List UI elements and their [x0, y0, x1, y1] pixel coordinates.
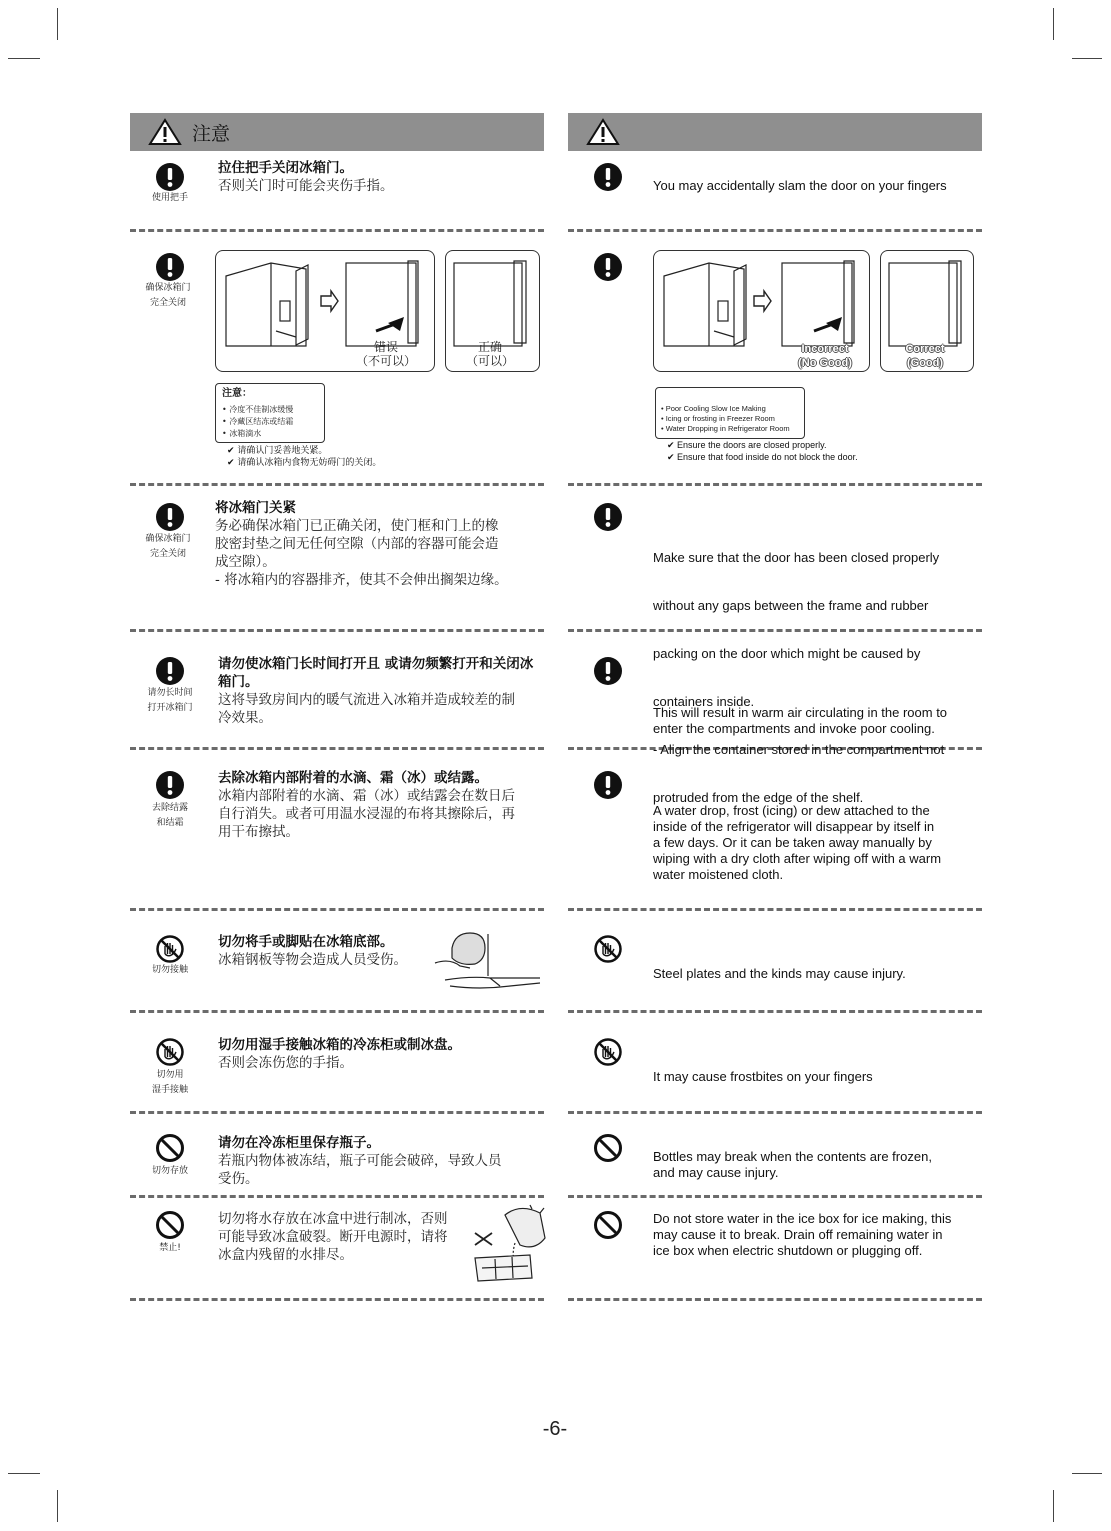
note-items: • Poor Cooling Slow Ice Making • Icing or frosting in Freezer Room • Water Dropping in Refrigerator Room: [661, 404, 790, 433]
exclamation-icon: [593, 656, 623, 686]
note-title: 注意：: [222, 388, 252, 399]
caution-title: 注意: [192, 123, 231, 145]
divider: [130, 629, 544, 632]
en-text: Bottles may break when the contents are frozen, and may cause injury.: [653, 1149, 932, 1180]
en-text: You may accidentally slam the door on your fingers: [653, 178, 947, 193]
page-number: -6-: [542, 1418, 568, 1440]
check-icon: ✔: [667, 440, 678, 450]
prohibited-icon: [155, 1210, 185, 1240]
divider: [130, 747, 544, 750]
warning-triangle-icon: [586, 118, 620, 146]
crop-mark: [1053, 8, 1054, 40]
exclamation-icon: [155, 656, 185, 686]
icon-caption: 请勿长时间 打开冰箱门: [147, 688, 193, 713]
divider: [568, 483, 982, 486]
zh-checklist: ✔ 请确认门妥善地关紧。 ✔ 请确认冰箱内食物无妨碍门的关闭。: [227, 446, 382, 468]
divider: [568, 1010, 982, 1013]
exclamation-icon: [155, 770, 185, 800]
crop-mark: [1072, 1473, 1102, 1474]
divider: [130, 1195, 544, 1198]
exclamation-icon: [593, 162, 623, 192]
icon-caption: 使用把手: [151, 193, 188, 203]
hand-under-fridge-illustration: [430, 928, 545, 1003]
warning-triangle-icon: [148, 118, 182, 146]
check-icon: ✔: [667, 452, 678, 462]
zh-text: 拉住把手关闭冰箱门。 否则关门时可能会夹伤手指。: [218, 160, 394, 194]
no-touch-icon: [593, 934, 623, 964]
divider: [130, 1111, 544, 1114]
prohibited-icon: [155, 1133, 185, 1163]
en-text: This will result in warm air circulating in the room to enter the compartments and invoke poor cooling.: [653, 705, 948, 736]
zh-text: 切勿用湿手接触冰箱的冷冻柜或制冰盘。 否则会冻伤您的手指。: [218, 1037, 461, 1071]
divider: [568, 1111, 982, 1114]
icon-caption: 去除结露 和结霜: [151, 803, 188, 828]
en-text: A water drop, frost (icing) or dew attached to the inside of the refrigerator will disappear by itself in a few days. Or it can be taken away manually by wiping with a dry cloth after wiping off with a warm water moistened cloth.: [653, 803, 942, 882]
divider: [130, 908, 544, 911]
crop-mark: [57, 8, 58, 40]
divider: [568, 1195, 982, 1198]
exclamation-icon: [593, 502, 623, 532]
icon-caption: 切勿接触: [151, 965, 188, 975]
exclamation-icon: [155, 252, 185, 282]
icon-caption: 确保冰箱门 完全关闭: [145, 534, 191, 559]
divider: [130, 1010, 544, 1013]
ice-tray-pouring-illustration: [470, 1203, 550, 1288]
prohibited-icon: [593, 1210, 623, 1240]
divider: [130, 483, 544, 486]
en-text: It may cause frostbites on your fingers: [653, 1069, 873, 1084]
crop-mark: [57, 1490, 58, 1522]
no-touch-icon: [155, 934, 185, 964]
icon-caption: 切勿存放: [151, 1166, 188, 1176]
en-incorrect-label: Incorrect (No Good): [798, 343, 852, 369]
en-text: Steel plates and the kinds may cause injury.: [653, 966, 906, 981]
zh-note-box: [215, 383, 325, 443]
divider: [130, 1298, 544, 1301]
zh-text: 将冰箱门关紧 务必确保冰箱门已正确关闭，使门框和门上的橡 胶密封垫之间无任何空隙（内部的容器可能会造 成空隙）。 - 将冰箱内的容器排齐，使其不会伸出搁架边缘。: [215, 500, 508, 588]
exclamation-icon: [593, 770, 623, 800]
no-wet-hand-icon: [593, 1037, 623, 1067]
zh-text: 切勿将手或脚贴在冰箱底部。 冰箱钢板等物会造成人员受伤。: [218, 934, 407, 968]
note-items: • 冷度不佳制冰缓慢 • 冷藏区结冻或结霜 • 冰箱滴水: [222, 405, 294, 438]
en-text: Make sure that the door has been closed properly without any gaps between the frame and rubber packing on the door which might be caused by containers inside. - Align the container stored in the compartment not protruded from the edge of the shelf.: [653, 550, 945, 805]
exclamation-icon: [155, 162, 185, 192]
en-correct-label: Correct (Good): [905, 343, 945, 369]
crop-mark: [8, 58, 40, 59]
en-note-box: [655, 387, 805, 439]
exclamation-icon: [155, 502, 185, 532]
crop-mark: [8, 1473, 40, 1474]
divider: [130, 229, 544, 232]
crop-mark: [1053, 1490, 1054, 1522]
divider: [568, 229, 982, 232]
zh-text: 去除冰箱内部附着的水滴、霜（冰）或结露。 冰箱内部附着的水滴、霜（冰）或结露会在数日后 自行消失。或者可用温水浸湿的布将其擦除后，再 用干布擦拭。: [218, 770, 515, 840]
zh-text: 请勿使冰箱门长时间打开且 或请勿频繁打开和关闭冰 箱门。 这将导致房间内的暖气流进入冰箱并造成较差的制 冷效果。: [218, 656, 534, 726]
caution-banner-zh: [130, 113, 544, 151]
icon-caption: 确保冰箱门 完全关闭: [145, 283, 191, 308]
en-text: Do not store water in the ice box for ice making, this may cause it to break. Drain off remaining water in ice box when electric shutdown or plugging off.: [653, 1211, 952, 1258]
zh-right-label: 正确 （可以）: [465, 340, 514, 368]
prohibited-icon: [593, 1133, 623, 1163]
en-checklist: ✔ Ensure the doors are closed properly. ✔ Ensure that food inside do not block the door.: [667, 440, 858, 462]
zh-text: 请勿在冷冻柜里保存瓶子。 若瓶内物体被冻结，瓶子可能会破碎，导致人员 受伤。: [218, 1135, 502, 1187]
check-icon: ✔: [227, 446, 238, 456]
caution-banner-en: [568, 113, 982, 151]
divider: [568, 908, 982, 911]
exclamation-icon: [593, 252, 623, 282]
icon-caption: 切勿用 湿手接触: [151, 1070, 188, 1095]
icon-caption: 禁止!: [159, 1243, 181, 1253]
crop-mark: [1072, 58, 1102, 59]
zh-text: 切勿将水存放在冰盒中进行制冰，否则 可能导致冰盒破裂。断开电源时，请将 冰盒内残留的水排尽。: [218, 1211, 448, 1263]
zh-wrong-label: 错误 （不可以）: [355, 340, 416, 368]
check-icon: ✔: [227, 458, 238, 468]
divider: [568, 1298, 982, 1301]
no-wet-hand-icon: [155, 1037, 185, 1067]
